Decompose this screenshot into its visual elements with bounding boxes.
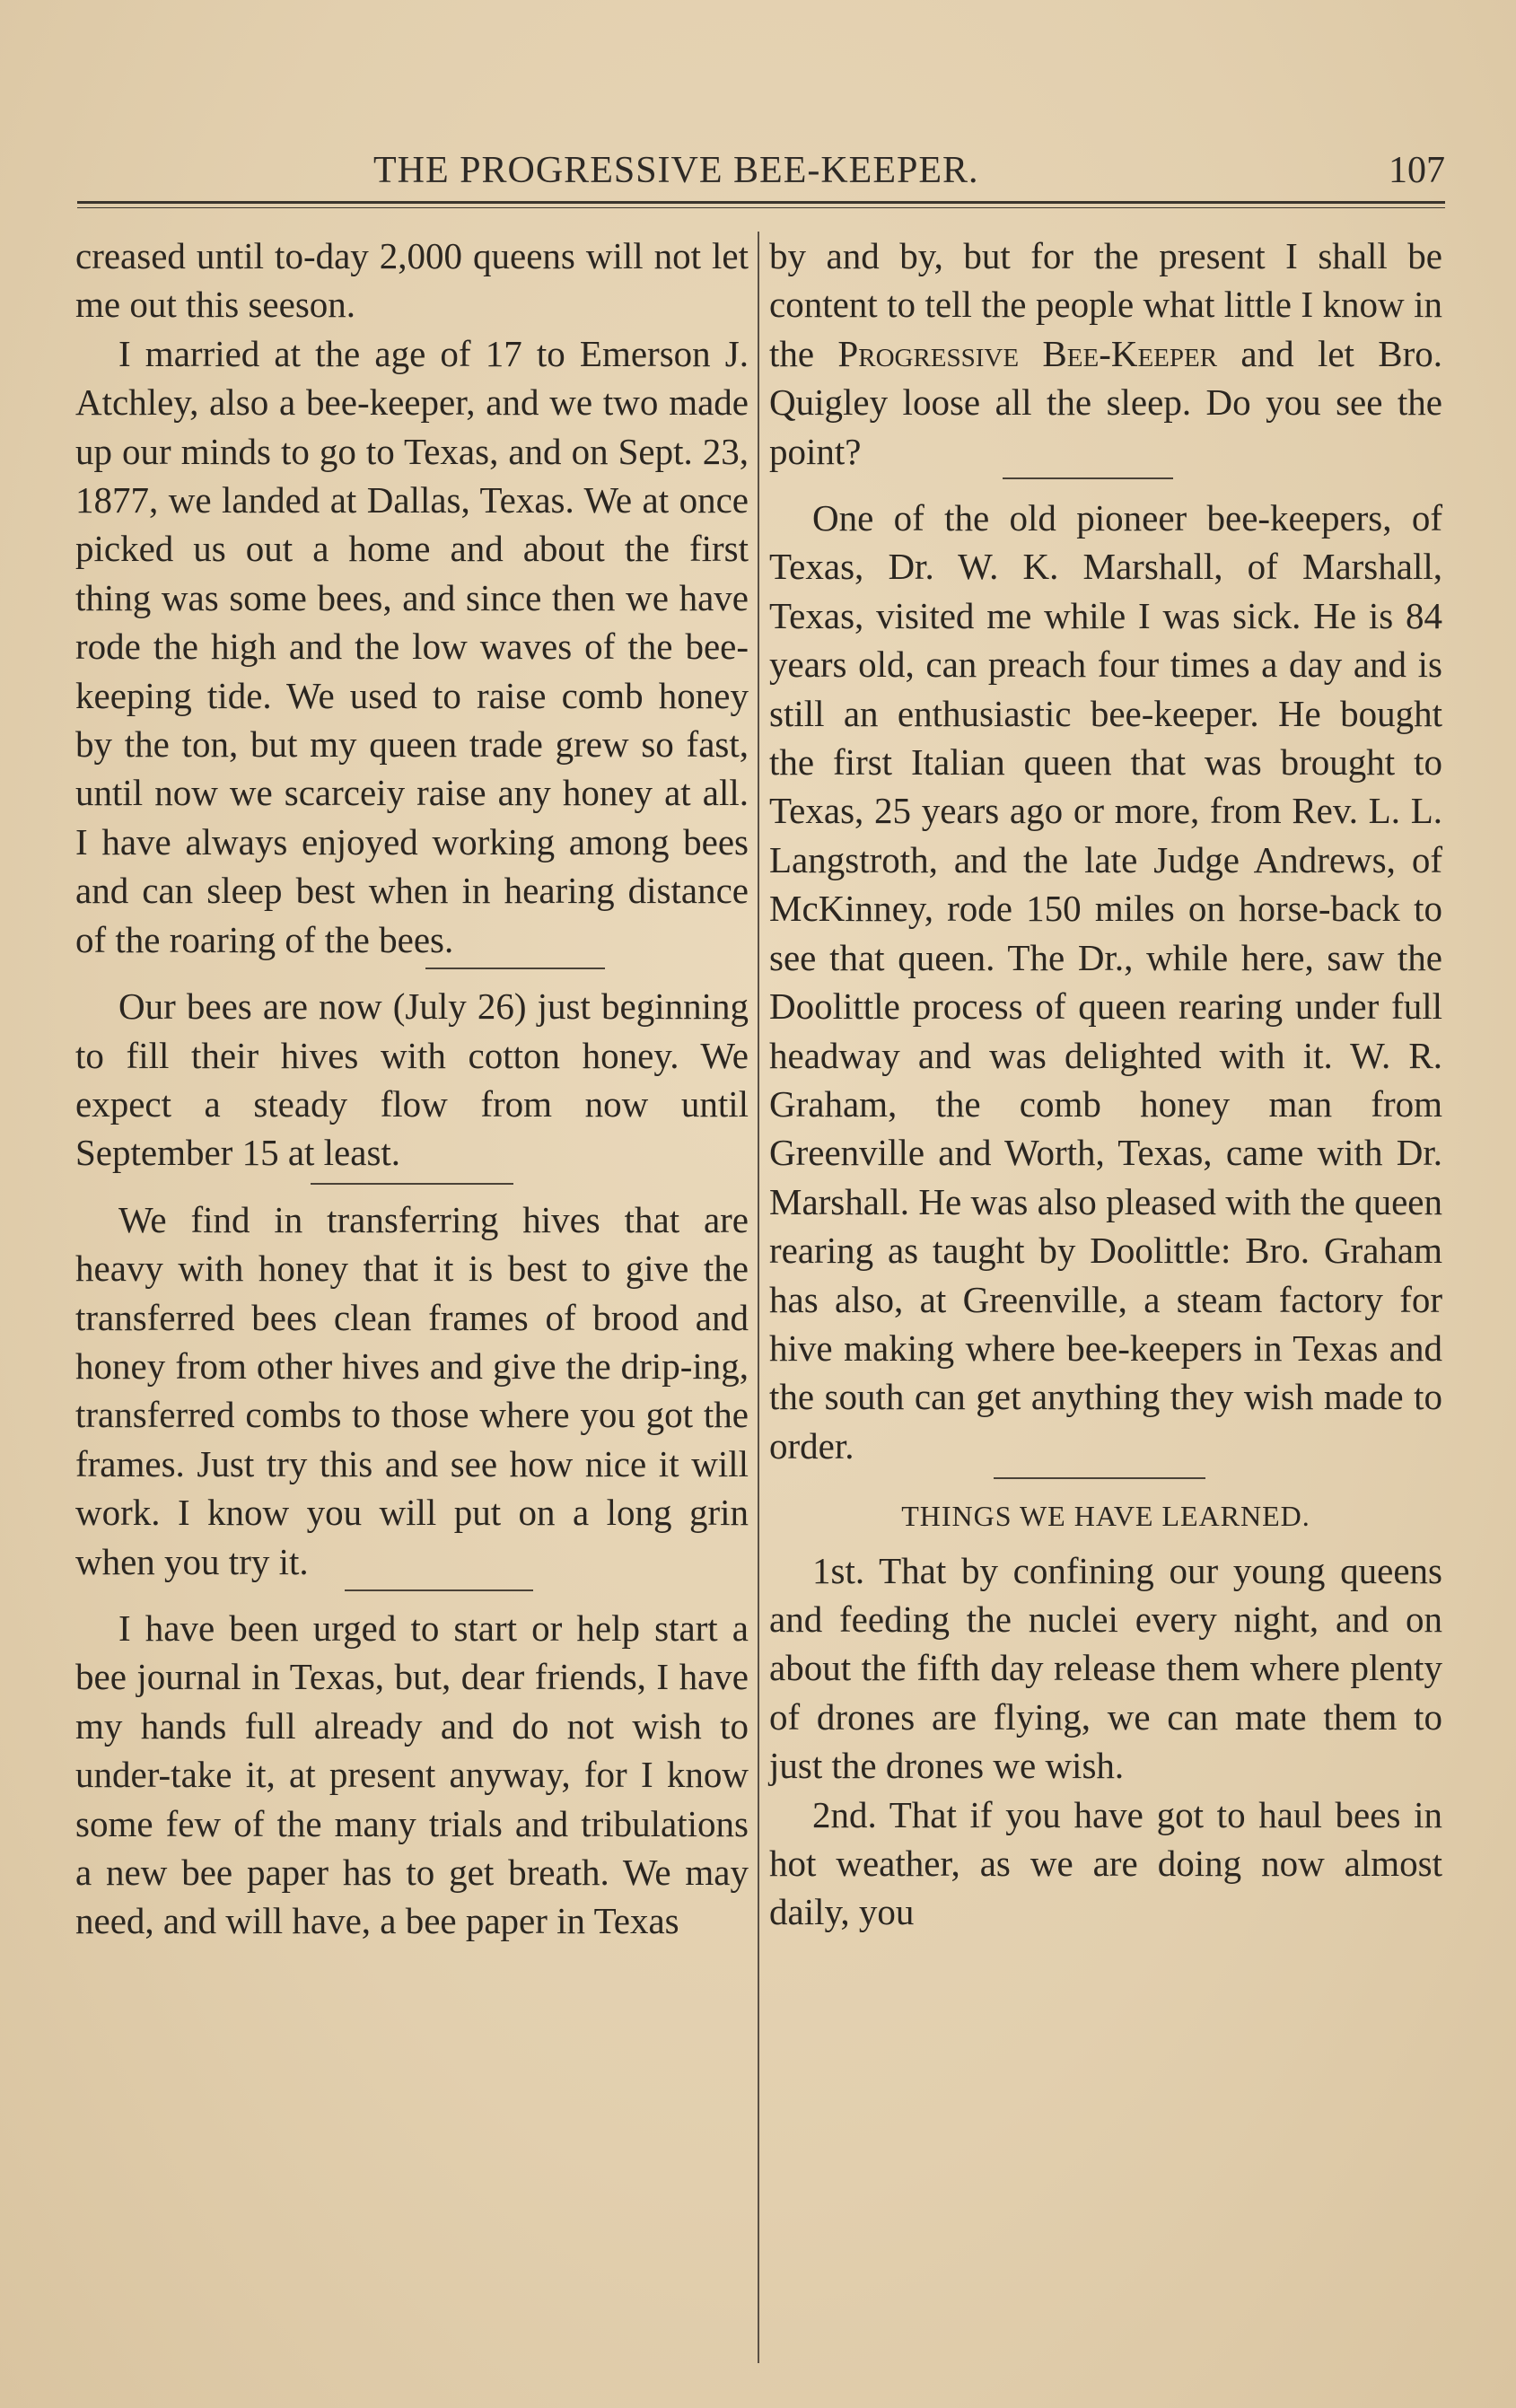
section-separator (311, 1183, 513, 1185)
section-separator (994, 1477, 1205, 1479)
paragraph (769, 232, 1442, 476)
paragraph: I married at the age of 17 to Emerson J. Atchley, also a bee-keeper, and we two made up our minds to go to Texas, and on Sept. 23, 1877, we landed at Dallas, Texas. We at once picked us out a home and about the first thing was some bees, and since then we have rode the high and the low waves of the bee-keeping tide. We used to raise comb honey by the ton, but my queen trade grew so fast, until now we scarceiy raise any honey at all. I have always enjoyed working among bees and can sleep best when in hearing distance of the roaring of the bees. (75, 332, 749, 960)
journal-title: THE PROGRESSIVE BEE-KEEPER. (373, 150, 979, 191)
section-heading: THINGS WE HAVE LEARNED. (901, 1500, 1310, 1533)
paragraph: I have been urged to start or help start a bee journal in Texas, but, dear friends, I have my hands full already and do not wish to under-take it, at present anyway, for I know some few of the many trials and tribulations a new bee paper has to get breath. We may need, and will have, a bee paper in Texas (75, 1607, 749, 1942)
paragraph: creased until to-day 2,000 queens will not let me out this seeson. (75, 235, 749, 326)
section-separator (425, 968, 605, 969)
paragraph-text: by and by, but for the present I shall be content to tell the people what little I know in the (769, 235, 1442, 374)
header-rule-thin (77, 207, 1445, 208)
paragraph: Our bees are now (July 26) just beginning to fill their hives with cotton honey. We expect a steady flow from now until September 15 at least. (75, 985, 749, 1174)
column-divider (758, 232, 759, 2363)
section-separator (345, 1589, 533, 1591)
right-column (769, 232, 1442, 1937)
header-rule (77, 201, 1445, 204)
section-separator (1003, 477, 1173, 479)
left-column (75, 232, 749, 1946)
paragraph-text: and let Bro. Quigley loose all the sleep. Do you see the point? (769, 332, 1442, 472)
paragraph: 2nd. That if you have got to haul bees in hot weather, as we are doing now almost daily, you (769, 1793, 1442, 1933)
paragraph: One of the old pioneer bee-keepers, of Texas, Dr. W. K. Marshall, of Marshall, Texas, visited me while I was sick. He is 84 years old, can preach four times a day and is still an enthusiastic bee-keeper. He bought the first Italian queen that was brought to Texas, 25 years ago or more, from Rev. L. L. Langstroth, and the late Judge Andrews, of McKinney, rode 150 miles on horse-back to see that queen. The Dr., while here, saw the Doolittle process of queen rearing under full headway and was delighted with it. W. R. Graham, the comb honey man from Greenville and Worth, Texas, came with Dr. Marshall. He was also pleased with the queen rearing as taught by Doolittle: Bro. Graham has also, at Greenville, a steam factory for hive making where bee-keepers in Texas and the south can get anything they wish made to order. (769, 497, 1442, 1467)
paragraph: We find in transferring hives that are heavy with honey that it is best to give the transferred bees clean frames of brood and honey from other hives and give the drip-ing, transferred combs to those where you got the frames. Just try this and see how nice it will work. I know you will put on a long grin when you try it. (75, 1198, 749, 1582)
running-header (77, 144, 1445, 197)
journal-name: Progressive Bee-Keeper (837, 332, 1218, 374)
paragraph: 1st. That by confining our young queens and feeding the nuclei every night, and on about the fifth day release them where plenty of drones are flying, we can mate them to just the drones we wish. (769, 1549, 1442, 1787)
page-number: 107 (1389, 150, 1445, 191)
